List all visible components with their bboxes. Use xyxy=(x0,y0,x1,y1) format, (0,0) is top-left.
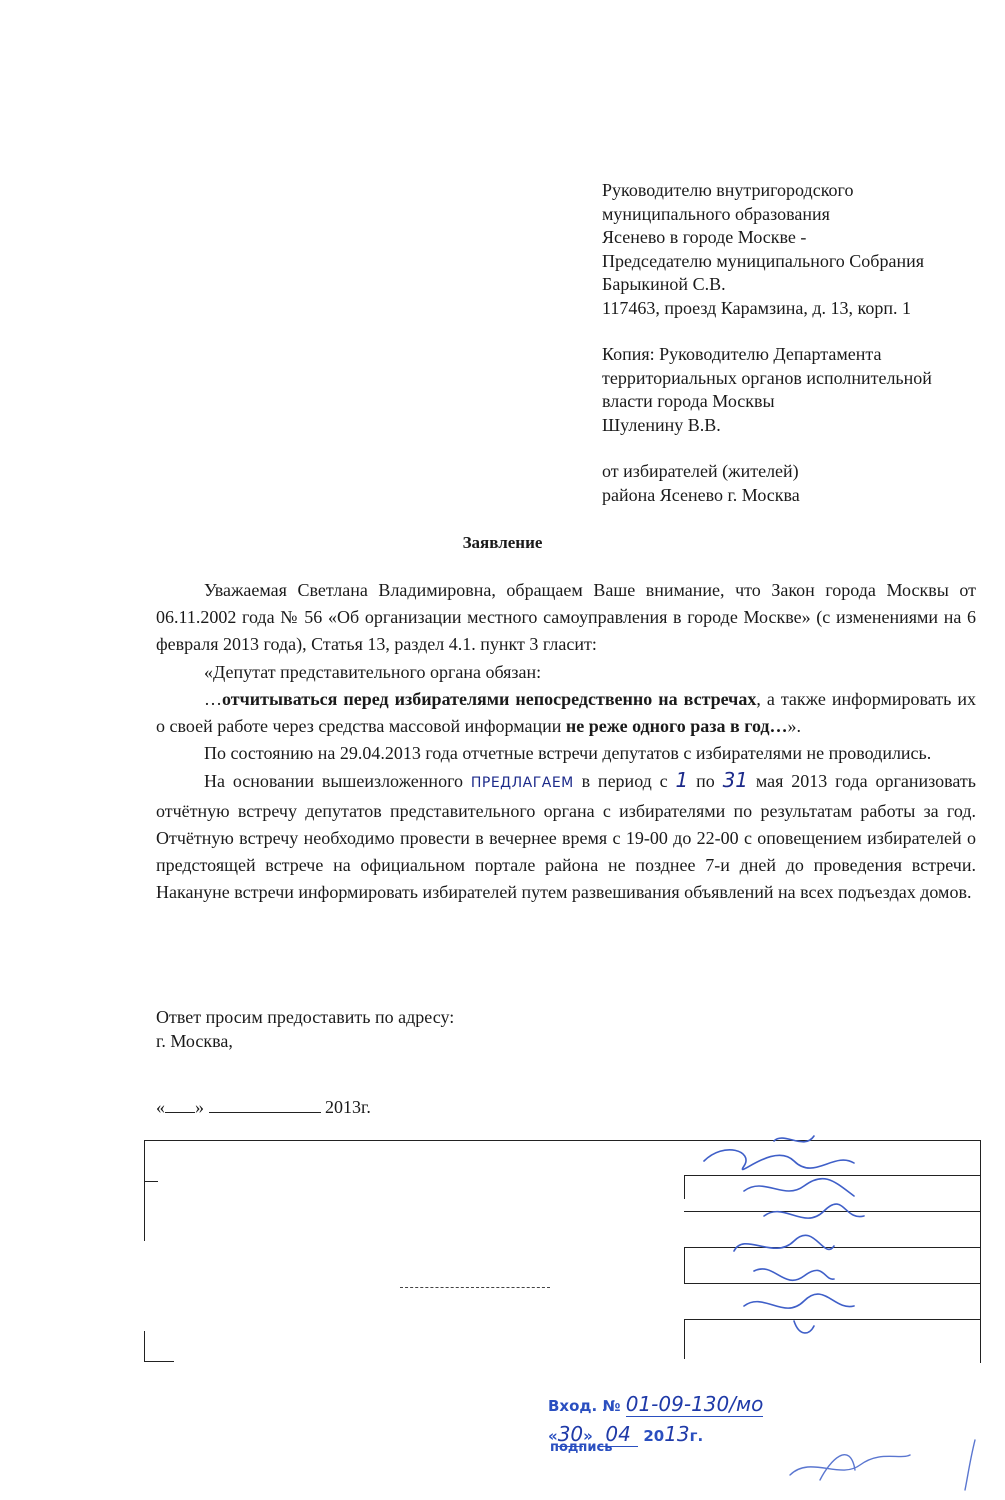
quote-end: ». xyxy=(787,716,802,737)
date-open-quote: « xyxy=(156,1097,165,1117)
ellipsis: … xyxy=(204,688,222,709)
body-paragraph-2: «Депутат представительного органа обязан: xyxy=(204,661,542,682)
sender-line: от избирателей (жителей) xyxy=(602,461,799,481)
bold-quote-1: отчитываться перед избирателями непосредственно на встречах xyxy=(222,688,757,709)
handwritten-word: ПРЕДЛАГАЕМ xyxy=(470,775,574,792)
copy-line: территориальных органов исполнительной xyxy=(602,367,932,388)
handwritten-date-to: 31 xyxy=(722,768,749,793)
handwritten-date-from: 1 xyxy=(675,768,689,793)
bold-quote-2: не реже одного раза в год… xyxy=(565,716,788,737)
p5-text-b: в период с xyxy=(581,771,668,792)
stamp-number-handwritten: 01-09-130/мо xyxy=(625,1392,764,1416)
day-blank xyxy=(165,1112,195,1113)
stamp-signature-label: подпись xyxy=(550,1440,613,1455)
body-paragraph-4: По состоянию на 29.04.2013 года отчетные встречи депутатов с избирателями не проводились. xyxy=(204,743,932,764)
date-year: 2013г. xyxy=(325,1097,371,1117)
stamp-month-handwritten: 04 xyxy=(598,1422,638,1447)
addressee-line: Руководителю внутригородского xyxy=(602,180,854,200)
table-fragment xyxy=(400,1287,550,1288)
addressee-line: Барыкиной С.В. xyxy=(602,274,726,294)
stamp-day-handwritten: 30 xyxy=(557,1422,584,1446)
addressee-address: 117463, проезд Карамзина, д. 13, корп. 1 xyxy=(602,297,911,318)
table-left-border xyxy=(144,1141,145,1241)
table-left-border xyxy=(144,1331,145,1361)
signature-table xyxy=(144,1140,981,1363)
quote-text: , а также информировать их о своей работе через средства массовой информации xyxy=(156,688,977,737)
sender-line: района Ясенево г. Москва xyxy=(602,484,800,505)
stamp-year-printed: 20 xyxy=(643,1427,665,1445)
reply-line: Ответ просим предоставить по адресу: xyxy=(156,1007,455,1027)
signatures-scribble xyxy=(684,1121,980,1381)
copy-line: Шуленину В.В. xyxy=(602,414,721,435)
sender-block xyxy=(602,460,992,507)
month-blank xyxy=(209,1112,321,1113)
addressee-line: Председателю муниципального Собрания xyxy=(602,250,924,271)
copy-line: Копия: Руководителю Департамента xyxy=(602,344,882,364)
stamp-number-line xyxy=(548,1392,763,1417)
p5-text-a: На основании вышеизложенного xyxy=(204,771,463,792)
addressee-line: муниципального образования xyxy=(602,203,830,224)
p5-text-c: по xyxy=(696,771,715,792)
body-paragraph-5 xyxy=(156,767,976,906)
body-paragraph-1: Уважаемая Светлана Владимировна, обращаем Ваше внимание, что Закон города Москвы от 06.11.2002 года № 56 «Об организации местного самоуправления в городе Москве» (с изменениями на 6 февраля 2013 года), Статья 13, раздел 4.1. пункт 3 гласит: xyxy=(156,580,976,655)
stamp-date-line: «30» 04 2013г. xyxy=(548,1422,704,1446)
stamp-year-handwritten: 13 xyxy=(664,1422,690,1446)
addressee-line: Ясенево в городе Москве - xyxy=(602,227,807,247)
table-fragment xyxy=(144,1361,174,1362)
addressee-block xyxy=(602,179,992,320)
body-paragraph-3 xyxy=(156,686,976,740)
table-fragment xyxy=(144,1181,158,1182)
stamp-signature-scribble xyxy=(780,1420,1000,1495)
date-line xyxy=(156,1097,371,1118)
stamp-year-suffix: г. xyxy=(689,1427,704,1445)
p5-text-d: мая 2013 года организовать отчётную встречу депутатов представительного органа с избирателями по результатам работы за год. Отчётную встречу необходимо провести в вечернее время с 19-00 до 22-00 с оповещением избирателей о предстоящей встрече на официальном портале района не позднее 7-и дней до проведения встречи. Накануне встречи информировать избирателей путем развешивания объявлений на всех подъездах домов. xyxy=(156,771,977,903)
date-close-quote: » xyxy=(195,1097,204,1117)
copy-line: власти города Москвы xyxy=(602,391,775,411)
document-body xyxy=(156,577,976,906)
reply-block xyxy=(156,1005,454,1053)
reply-city: г. Москва, xyxy=(156,1031,233,1051)
stamp-label-in: Вход. № xyxy=(548,1397,621,1415)
copy-block xyxy=(602,343,992,437)
document-title: Заявление xyxy=(462,533,543,552)
